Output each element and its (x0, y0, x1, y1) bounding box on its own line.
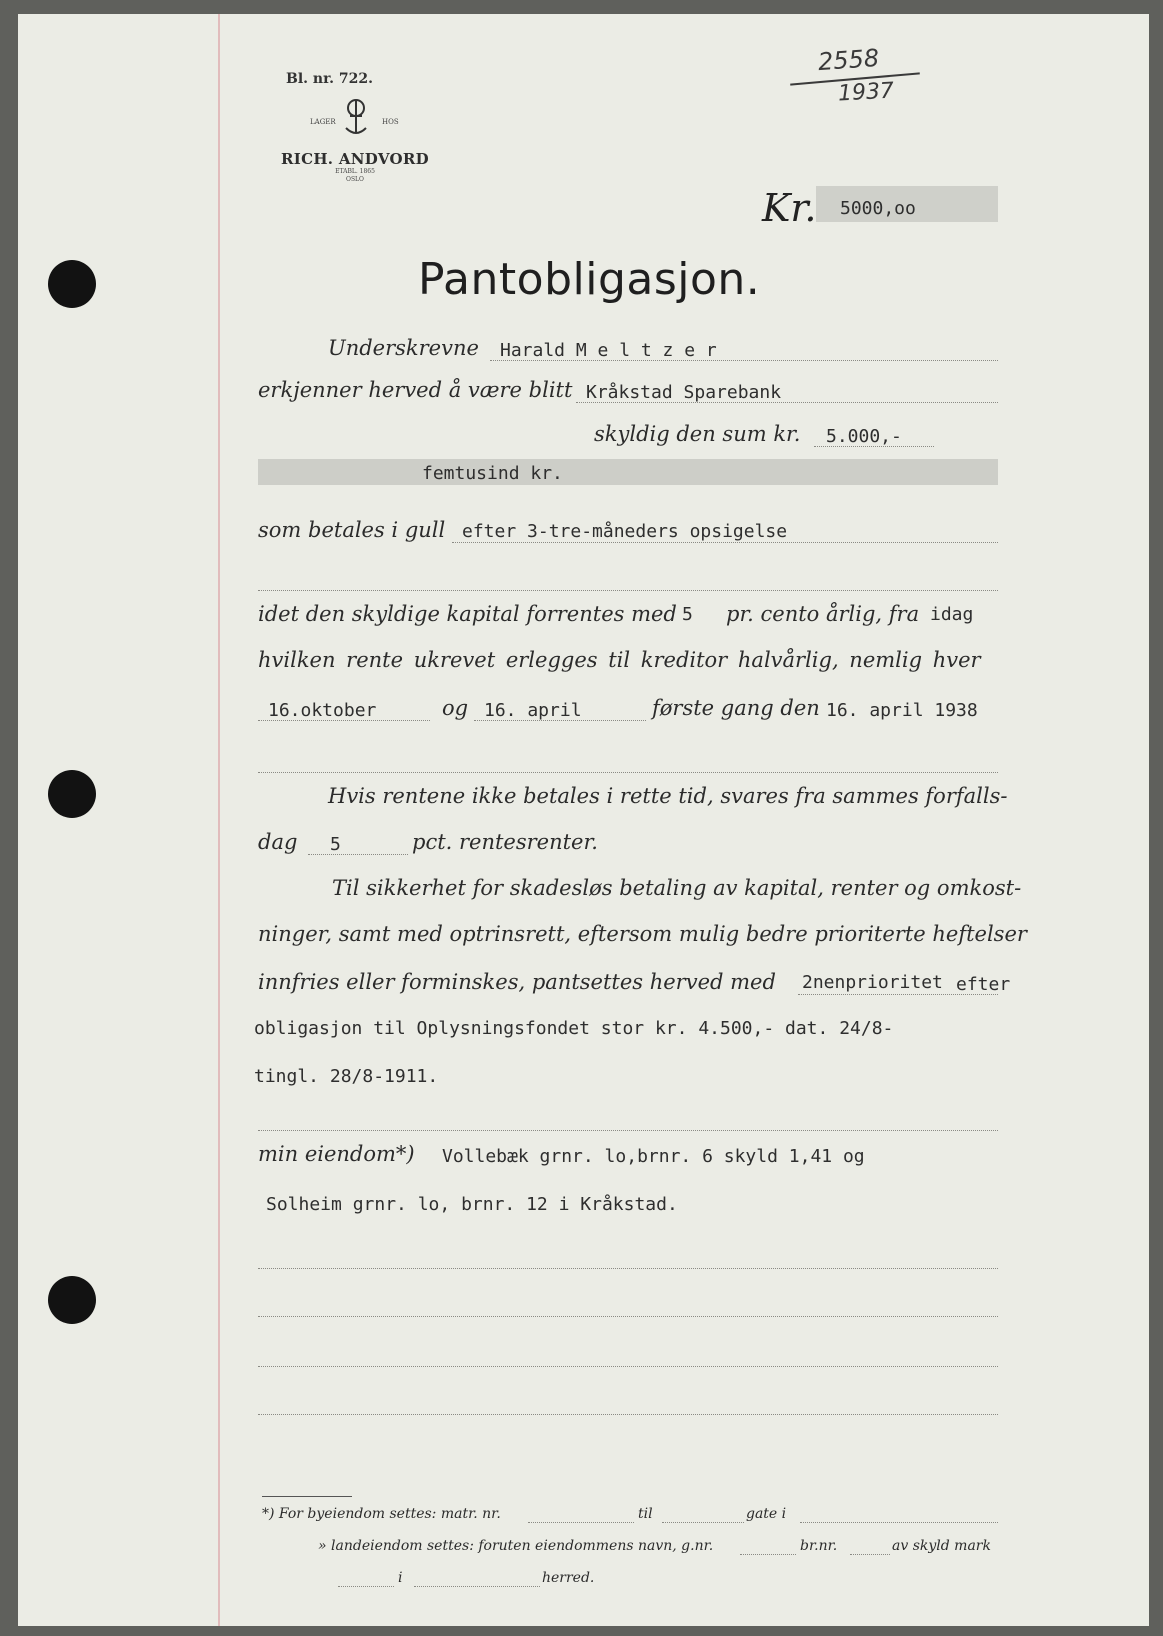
punch-hole (48, 1276, 96, 1324)
owe-label: skyldig den sum kr. (594, 422, 801, 446)
publisher-logo (280, 94, 430, 184)
priority: 2nenprioritet (802, 972, 943, 993)
footnote-1-b: til (638, 1506, 653, 1522)
interest-rate: 5 (682, 604, 693, 625)
interest-label: idet den skyldige kapital forrentes med (258, 602, 677, 626)
day-label: dag (258, 830, 298, 854)
handwritten-year: 1937 (837, 78, 895, 107)
footnote-3-a: i (398, 1570, 403, 1586)
property-line-1: Vollebæk grnr. lo,brnr. 6 skyld 1,41 og (442, 1146, 865, 1167)
acknowledge-label: erkjenner herved å være blitt (258, 378, 573, 402)
logo-right-text: HOS (382, 118, 399, 126)
document-title: Pantobligasjon. (418, 254, 761, 305)
late-rate: 5 (330, 834, 341, 855)
security-line-2: ninger, samt med optrinsrett, eftersom mulig bedre prioriterte heftelser (258, 922, 1027, 946)
priority-after: efter (956, 974, 1011, 995)
footnote-1-a: *) For byeiendom settes: matr. nr. (262, 1506, 501, 1522)
anchor-seal-icon (340, 94, 372, 138)
form-number: Bl. nr. 722. (286, 71, 374, 87)
date-1: 16.oktober (268, 700, 377, 721)
security-line-1: Til sikkerhet for skadesløs betaling av kapital, renter og omkost- (332, 876, 1022, 900)
interest-from: idag (930, 604, 974, 625)
security-line-3: innfries eller forminskes, pantsettes herved med (258, 970, 776, 994)
punch-hole (48, 770, 96, 818)
publisher-established: ETABL. 1865 (335, 168, 375, 175)
footnote-2-c: av skyld mark (892, 1538, 991, 1554)
sum-words-band (258, 459, 998, 485)
document-page (18, 14, 1149, 1626)
margin-rule (218, 14, 220, 1626)
first-time-label: første gang den (652, 696, 820, 720)
property-line-2: Solheim grnr. lo, brnr. 12 i Kråkstad. (266, 1194, 678, 1215)
and-label: og (442, 696, 469, 720)
logo-left-text: LAGER (310, 118, 336, 126)
sum-in-words: femtusind kr. (422, 463, 563, 484)
late-interest-clause: Hvis rentene ikke betales i rette tid, svares fra sammes forfalls- (328, 784, 1008, 808)
undersigned-label: Underskrevne (328, 336, 479, 360)
amount-label: Kr. (762, 186, 817, 230)
late-rate-label: pct. rentesrenter. (412, 830, 598, 854)
footnote-1-c: gate i (746, 1506, 787, 1522)
first-date: 16. april 1938 (826, 700, 978, 721)
payment-terms: efter 3-tre-måneders opsigelse (462, 521, 788, 542)
tinglysing-text: tingl. 28/8-1911. (254, 1066, 439, 1087)
publisher-name: RICH. ANDVORD (281, 150, 429, 168)
interest-paid-clause: hvilken rente ukrevet erlegges til kreditor halvårlig, nemlig hver (258, 648, 981, 672)
paid-label: som betales i gull (258, 518, 446, 542)
creditor-name: Kråkstad Sparebank (586, 382, 782, 403)
footnote-2-a: » landeiendom settes: foruten eiendommens navn, g.nr. (318, 1538, 714, 1554)
handwritten-number: 2558 (817, 43, 880, 77)
publisher-city: OSLO (346, 176, 364, 183)
interest-label-2: pr. cento årlig, fra (726, 602, 920, 626)
debtor-name: Harald M e l t z e r (500, 340, 717, 361)
date-2: 16. april (484, 700, 582, 721)
punch-hole (48, 260, 96, 308)
amount-box (816, 186, 998, 222)
obligation-text: obligasjon til Oplysningsfondet stor kr. 4.500,- dat. 24/8- (254, 1018, 894, 1039)
amount-value: 5000,oo (840, 198, 916, 219)
footnote-rule (262, 1496, 352, 1497)
owed-sum: 5.000,- (826, 426, 902, 447)
footnote-2-b: br.nr. (800, 1538, 838, 1554)
footnote-3-b: herred. (542, 1570, 595, 1586)
property-label: min eiendom*) (258, 1142, 415, 1166)
